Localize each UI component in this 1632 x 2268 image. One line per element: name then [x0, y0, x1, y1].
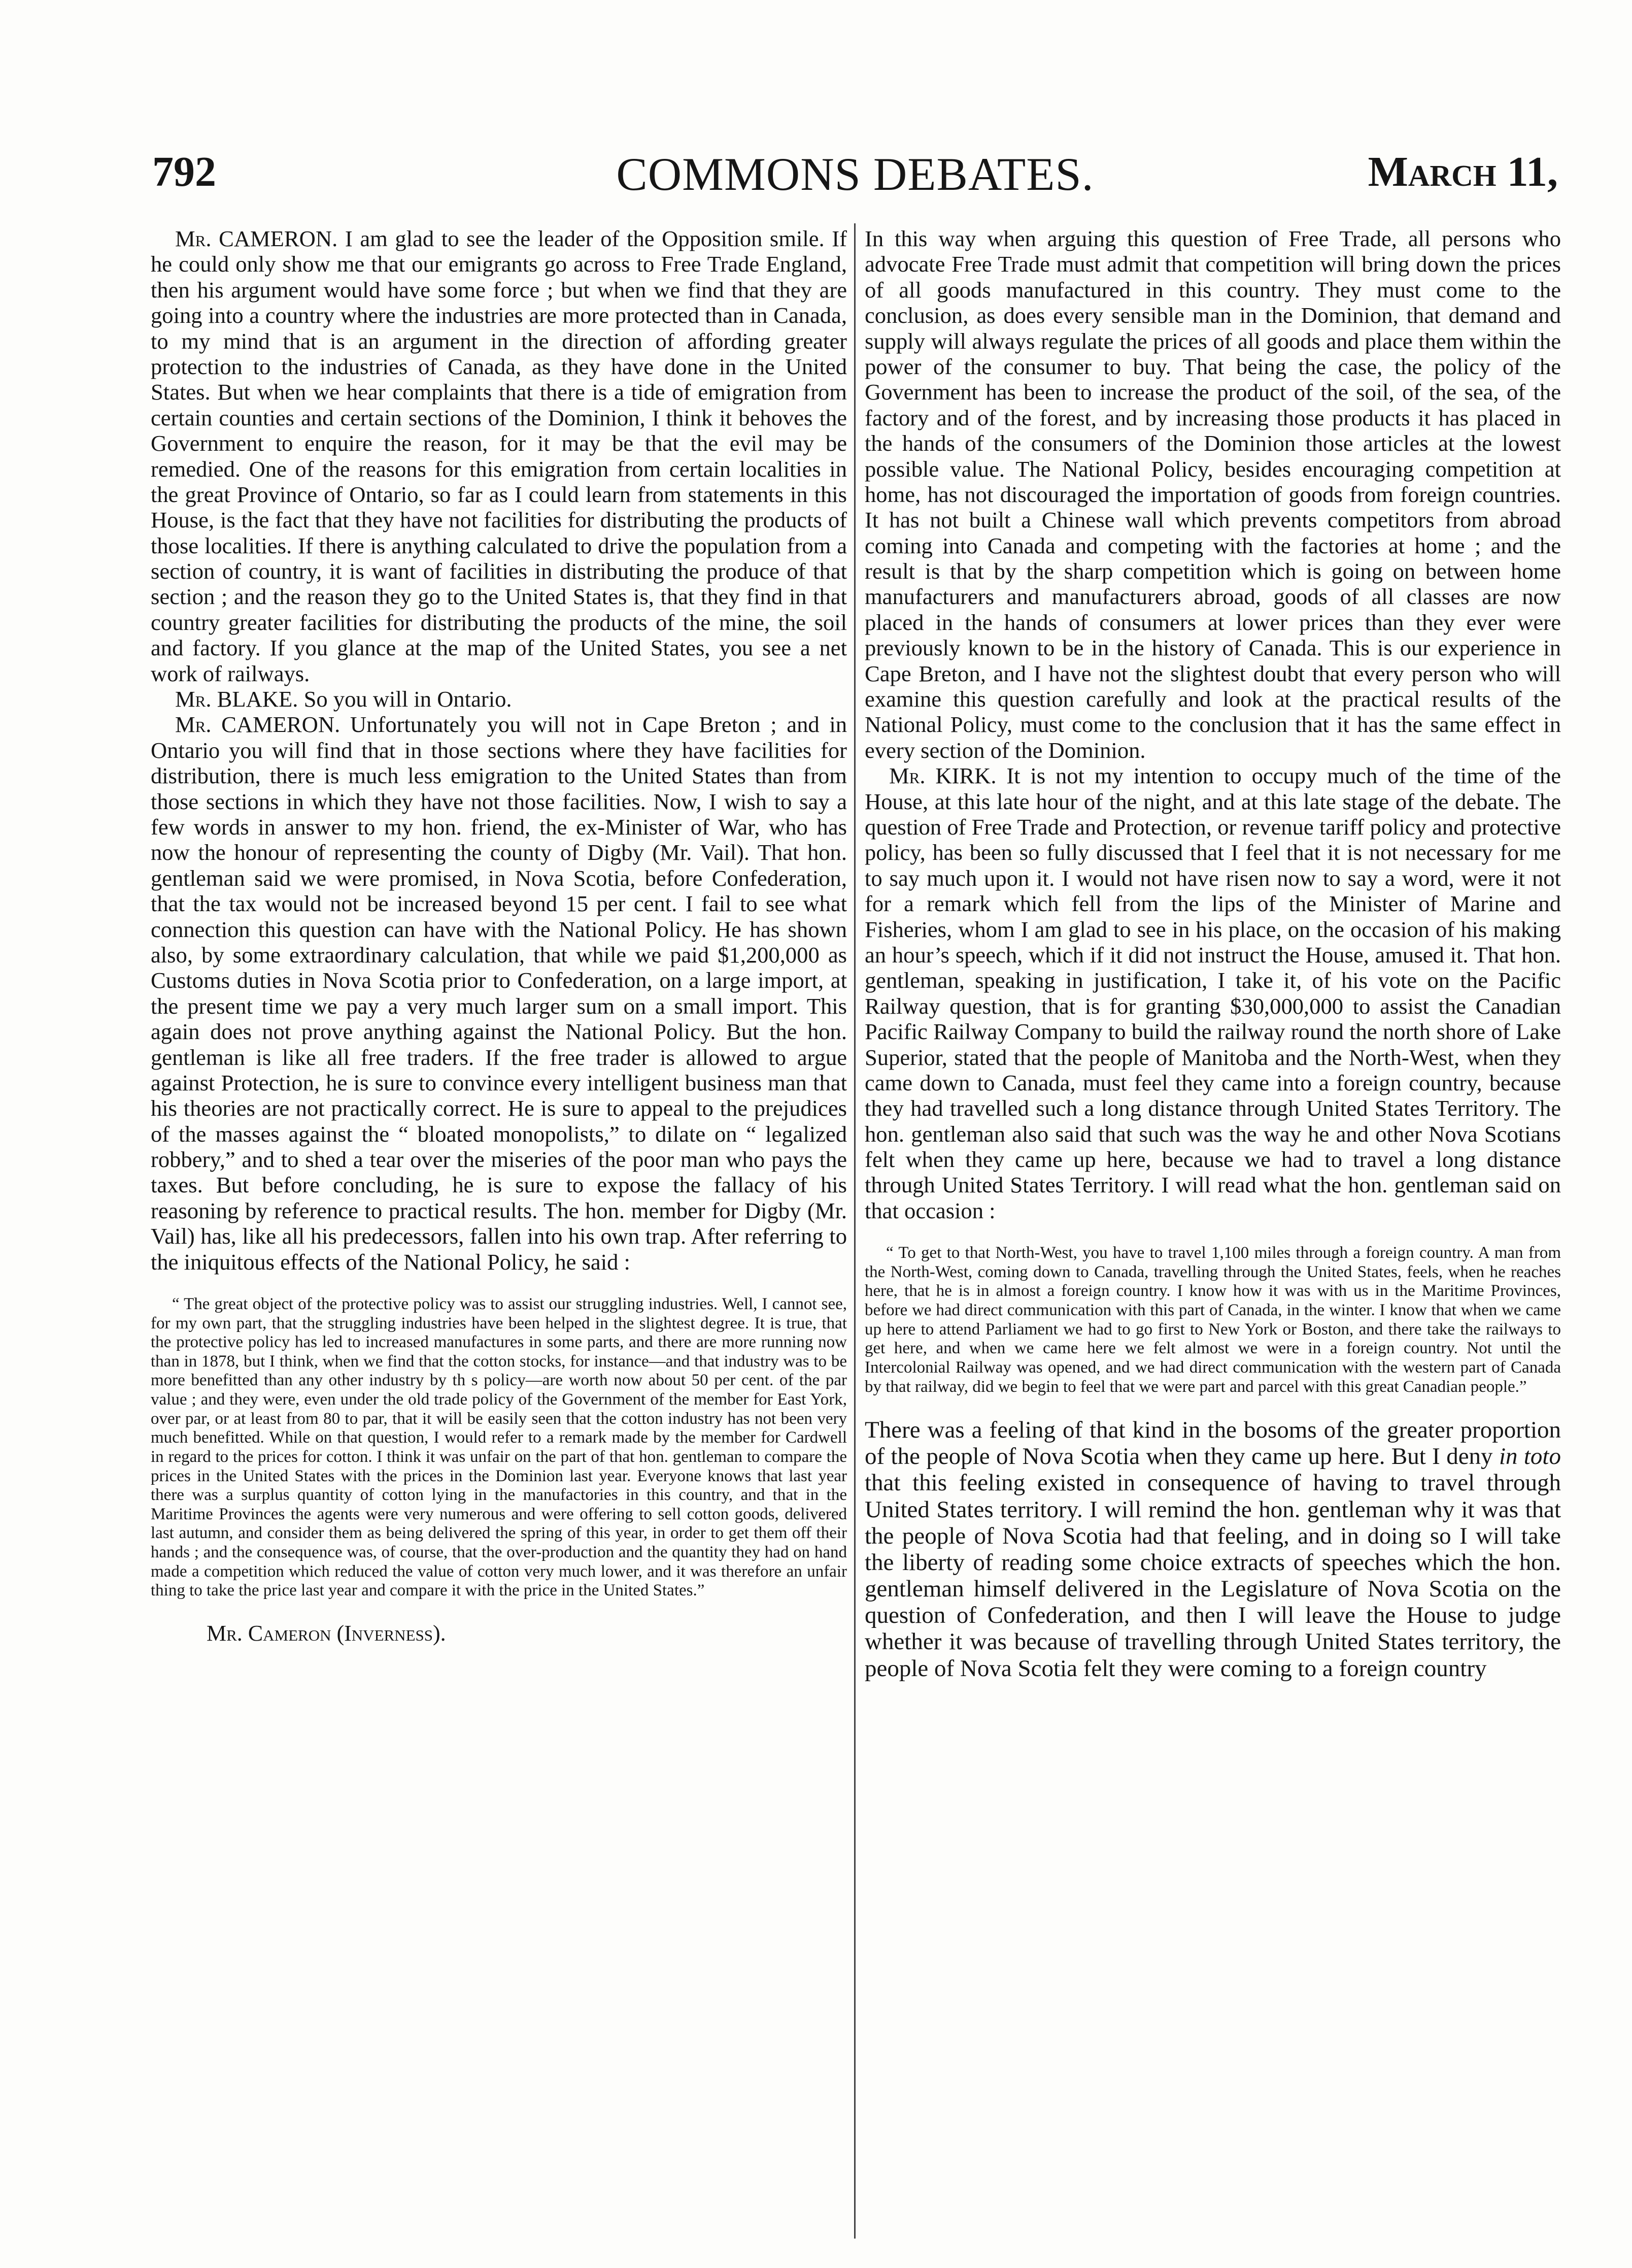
speech-text: I am glad to see the leader of the Opposition smile. If he could only show me that our emigrants go across to Free Trade England, then his argument would have some force ; but when we find that they are going into a country where the industries are more protected than in Canada, to my mind that is an argument in the direction of affording greater protection to the industries of Canada, as they have done in the United States. But when we hear complaints that there is a tide of emigration from certain counties and certain sections of the Dominion, I think it behoves the Government to enquire the reason, for it may be that the evil may be remedied. One of the reasons for this emigration from certain localities in the great Province of Ontario, so far as I could learn from statements in this House, is the fact that they have not facilities for distributing the products of those localities. If there is anything calculated to drive the population from a section of country, it is want of facilities in distributing the produce of that section ; and the reason they go to the United States is, that they find in that country greater facilities for distributing the products of the mine, the soil and factory. If you glance at the map of the United States, you see a net work of railways.: [151, 226, 847, 686]
running-title: COMMONS DEBATES.: [616, 148, 1094, 200]
left-column: [151, 226, 847, 1646]
quoted-passage: “ The great object of the protective policy was to assist our struggling industries. Well, I cannot see, for my own part, that the struggling industries have been helped in the slightest degree. It is true, that the protective policy has led to increased manufactures in some parts, and there are more running now than in 1878, but I think, when we find that the cotton stocks, for instance—and that industry was to be more benefitted than any other industry by th s policy—are worth now about 50 per cent. of the par value ; and they were, even under the old trade policy of the Government of the member for East York, over par, or at least from 80 to par, that it will be easily seen that the cotton industry has not been very much benefitted. While on that question, I would refer to a remark made by the member for Cardwell in regard to the prices for cotton. I think it was unfair on the part of that hon. gentleman to compare the prices in the United States with the prices in the Dominion last year. Everyone knows that last year there was a surplus quantity of cotton lying in the manufactories in this country, and that in the Maritime Provinces the agents were very numerous and were offering to sell cotton goods, delivered last autumn, and consider them as being delivered the spring of this year, in order to get them off their hands ; and the consequence was, of course, that the over-production and the quantity they had on hand made a competition which reduced the value of cotton very much lower, and it was therefore an unfair thing to take the price last year and compare it with the price in the United States.”: [151, 1295, 847, 1600]
speaker-name: Mr. BLAKE.: [175, 686, 298, 712]
italic-phrase: in toto: [1499, 1443, 1561, 1470]
speech-text: There was a feeling of that kind in the bosoms of the greater proportion of the people of Nova Scotia when they came up here. But I deny: [865, 1417, 1561, 1470]
quoted-passage: “ To get to that North-West, you have to travel 1,100 miles through a foreign country. A man from the North-West, coming down to Canada, travelling through the United States, feels, when he reaches here, that he is in almost a foreign country. I know how it was with us in the Maritime Provinces, before we had direct communication with this part of Canada, in the winter. I know that when we came up here to attend Parliament we had to go first to New York or Boston, and there take the railways to get here, and when we came here we felt almost we were in a foreign country. Not until the Intercolonial Railway was opened, and we had direct communication with the western part of Canada by that railway, did we begin to feel that we were part and parcel with this great Canadian people.”: [865, 1244, 1561, 1396]
page-header: [152, 147, 1558, 203]
paragraph-cameron-1: [151, 226, 847, 686]
speech-text: It is not my intention to occupy much of the time of the House, at this late hour of the night, and at this late stage of the debate. The question of Free Trade and Protection, or revenue tariff policy and protective policy, has been so fully discussed that I feel that it is not necessary for me to say much upon it. I would not have risen now to say a word, were it not for a remark which fell from the lips of the Minister of Marine and Fisheries, whom I am glad to see in his place, on the occasion of his making an hour’s speech, which if it did not instruct the House, amused it. That hon. gentleman, speaking in justification, I take it, of his vote on the Pacific Railway question, that is for granting $30,000,000 to assist the Canadian Pacific Railway Company to build the railway round the north shore of Lake Superior, stated that the people of Manitoba and the North-West, when they came down to Canada, must feel they came into a foreign country, because they had travelled such a long distance through United States Territory. The hon. gentleman also said that such was the way he and other Nova Scotians felt when they came up here, because we had to travel a long distance through United States Territory. I will read what the hon. gentleman said on that occasion :: [865, 763, 1561, 1223]
paragraph-kirk: [865, 763, 1561, 1223]
speaker-name: Mr. CAMERON.: [175, 712, 341, 738]
speaker-name: Mr. KIRK.: [889, 763, 997, 789]
paragraph-blake: [151, 686, 847, 712]
paragraph-kirk-continued: [865, 1417, 1561, 1682]
speech-text: So you will in Ontario.: [303, 686, 512, 712]
speech-text: Unfortunately you will not in Cape Breton ; and in Ontario you will find that in those sections where they have facilities for distribution, there is much less emigration to the United States than from those sections in which they have not those facilities. Now, I wish to say a few words in answer to my hon. friend, the ex-Minister of War, who has now the honour of representing the county of Digby (Mr. Vail). That hon. gentleman said we were promised, in Nova Scotia, before Confederation, that the tax would not be increased beyond 15 per cent. I fail to see what connection this question can have with the National Policy. He has shown also, by some extraordinary calculation, that while we paid $1,200,000 as Customs duties in Nova Scotia prior to Confederation, on a large import, at the present time we pay a very much larger sum on a small import. This again does not prove anything against the National Policy. But the hon. gentleman is like all free traders. If the free trader is allowed to argue against Protection, he is sure to convince every intelligent business man that his theories are not practically correct. He is sure to appeal to the prejudices of the masses against the “ bloated monopolists,” to dilate on “ legalized robbery,” and to shed a tear over the miseries of the poor man who pays the taxes. But before concluding, he is sure to expose the fallacy of his reasoning by reference to practical results. The hon. member for Digby (Mr. Vail) has, like all his predecessors, fallen into his own trap. After referring to the iniquitous effects of the National Policy, he said :: [151, 712, 847, 1275]
column-divider: [854, 223, 856, 2239]
header-date: March 11,: [1368, 148, 1558, 195]
quote-attribution: [207, 1621, 847, 1646]
page-number: 792: [152, 148, 216, 195]
paragraph-continued: In this way when arguing this question of Free Trade, all persons who advocate Free Trade must admit that competition will bring down the prices of all goods manufactured in this country. They must come to the conclusion, as does every sensible man in the Dominion, that demand and supply will always regulate the prices of all goods and place them within the power of the consumer to buy. That being the case, the policy of the Government has been to increase the product of the soil, of the sea, of the factory and of the forest, and by increasing those products it has placed in the hands of the consumers of the Dominion those articles at the lowest possible value. The National Policy, besides encouraging competition at home, has not discouraged the importation of goods from foreign countries. It has not built a Chinese wall which prevents competitors from abroad coming into Canada and competing with the factories at home ; and the result is that by the sharp competition which is going on between home manufacturers and manufacturers abroad, goods of all classes are now placed in the hands of consumers at lower prices than they ever were previously known to be in the history of Canada. This is our experience in Cape Breton, and I have not the slightest doubt that every person who will examine this question carefully and look at the practical results of the National Policy, must come to the conclusion that it has the same effect in every section of the Dominion.: [865, 226, 1561, 763]
speech-text: that this feeling existed in consequence of having to travel through United States territory. I will remind the hon. gentleman why it was that the people of Nova Scotia had that feeling, and in doing so I will take the liberty of reading some choice extracts of speeches which the hon. gentleman himself delivered in the Legislature of Nova Scotia on the question of Confederation, and then I will leave the House to judge whether it was because of travelling through United States territory, the people of Nova Scotia felt they were coming to a foreign country: [865, 1470, 1561, 1682]
right-column: [865, 226, 1561, 1682]
speaker-name: Mr. CAMERON.: [175, 226, 338, 251]
attribution-text: Mr. Cameron (Inverness).: [207, 1620, 446, 1646]
paragraph-cameron-2: [151, 712, 847, 1275]
